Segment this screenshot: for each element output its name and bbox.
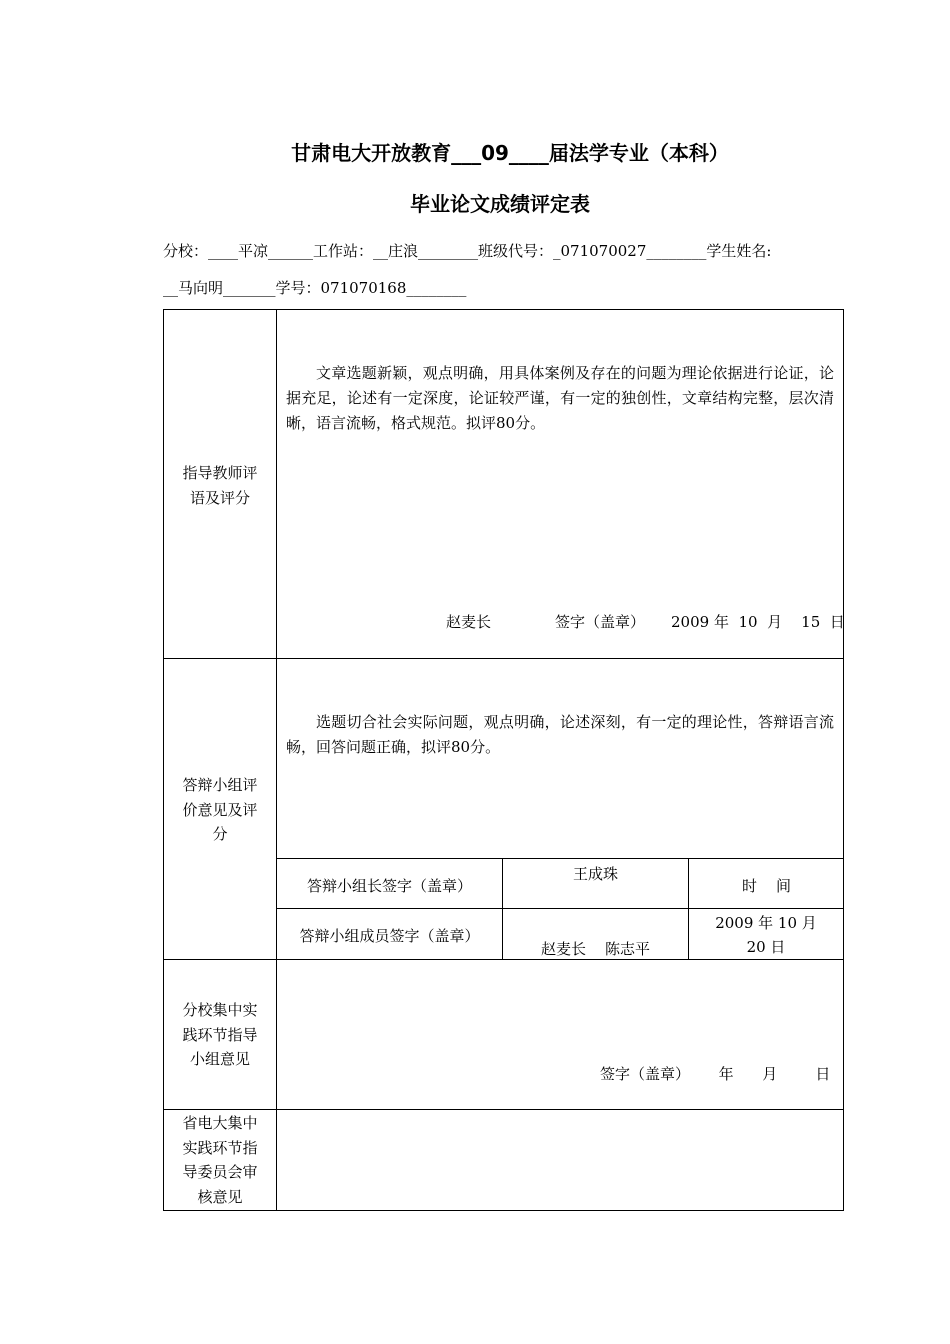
advisor-signer-name: 赵麦长 xyxy=(446,613,492,631)
advisor-sign-label: 签字（盖章） xyxy=(555,613,646,631)
column-divider xyxy=(276,309,277,1211)
defense-leader-name: 王成珠 xyxy=(572,865,618,883)
defense-date: 2009 年 10 月 20 日 xyxy=(715,914,817,956)
student-info-line2: __马向明_______学号：071070168________ xyxy=(163,279,467,297)
student-info-line1: 分校：____平凉______工作站：__庄浪________班级代号：_071070027________学生姓名: xyxy=(163,242,772,260)
defense-time-label: 时 间 xyxy=(741,877,792,895)
advisor-sign-date: 2009 年 10 月 15 日 xyxy=(671,613,845,631)
defense-comment-text: 选题切合社会实际问题，观点明确，论述深刻，有一定的理论性，答辩语言流畅，回答问题正确，拟评80分。 xyxy=(286,713,834,756)
form-title-line2: 毕业论文成绩评定表 xyxy=(410,192,590,216)
branch-opinion-label: 分校集中实践环节指导小组意见 xyxy=(182,1001,258,1068)
advisor-comment-label: 指导教师评语及评分 xyxy=(182,464,258,507)
sub-row-divider xyxy=(276,908,844,909)
province-opinion-label: 省电大集中实践环节指导委员会审核意见 xyxy=(182,1114,258,1206)
defense-members-names: 赵麦长 陈志平 xyxy=(540,940,651,958)
defense-members-label: 答辩小组成员签字（盖章） xyxy=(299,927,480,945)
advisor-comment-text: 文章选题新颖，观点明确，用具体案例及存在的问题为理论依据进行论证，论据充足，论述有一定深度，论证较严谨，有一定的独创性，文章结构完整，层次清晰，语言流畅，格式规范。拟评80分。 xyxy=(286,364,834,432)
row-divider xyxy=(163,959,844,960)
row-divider xyxy=(163,658,844,659)
sub-column-divider xyxy=(688,858,689,959)
form-title-line1: 甘肃电大开放教育___09____届法学专业（本科） xyxy=(291,141,729,165)
sub-row-divider xyxy=(276,858,844,859)
row-divider xyxy=(163,1109,844,1110)
branch-sign-line: 签字（盖章） 年 月 日 xyxy=(600,1065,831,1083)
defense-leader-label: 答辩小组长签字（盖章） xyxy=(306,877,472,895)
defense-comment-label: 答辩小组评价意见及评分 xyxy=(182,776,258,843)
